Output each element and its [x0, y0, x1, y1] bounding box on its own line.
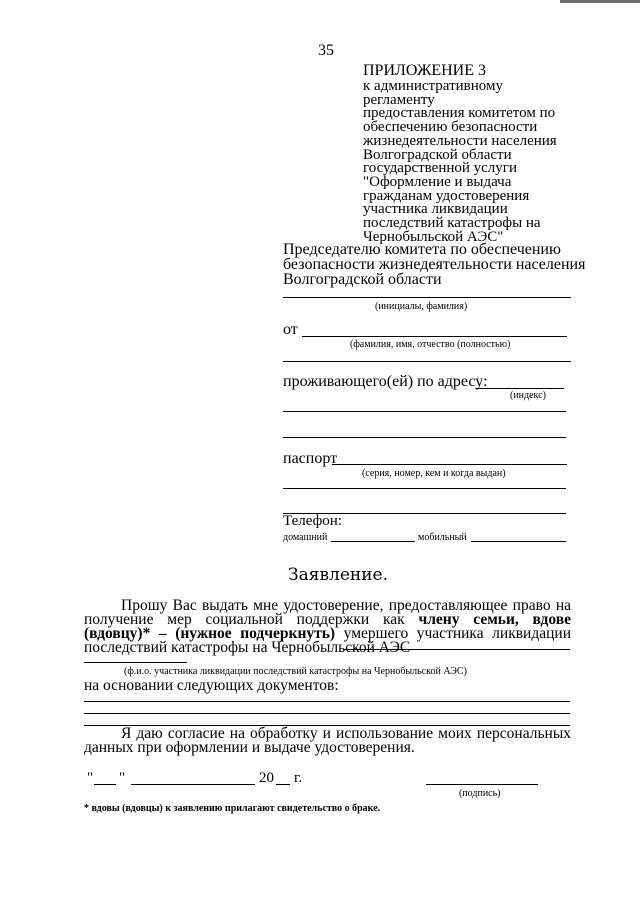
passport-field-2[interactable] [283, 488, 566, 489]
date-month-field[interactable] [131, 784, 255, 785]
request-text: Прошу Вас выдать мне удостоверение, предоставляющее право на получение мер социальной поддержки как [84, 597, 571, 628]
addressee-line: Председателю комитета по обеспечению [283, 241, 561, 258]
passport-hint: (серия, номер, кем и когда выдан) [362, 468, 506, 479]
date-year-field[interactable] [276, 784, 290, 785]
appendix-line: регламенту [363, 91, 435, 108]
index-field[interactable] [476, 388, 564, 389]
address-field-1[interactable] [283, 411, 566, 412]
appendix-line: обеспечению безопасности [363, 119, 538, 136]
from-name-field-2[interactable] [283, 361, 571, 362]
appendix-line: государственной услуги [363, 160, 517, 177]
page-number: 35 [318, 42, 334, 59]
appendix-line: жизнедеятельности населения [363, 132, 557, 149]
home-phone-field[interactable] [331, 541, 415, 542]
documents-field-2[interactable] [84, 713, 570, 714]
residence-label: проживающего(ей) по адресу: [283, 373, 488, 390]
appendix-line: Чернобыльской АЭС" [363, 228, 504, 245]
date-year-suffix: г. [294, 770, 303, 786]
index-hint: (индекс) [510, 390, 546, 401]
addressee-name-field[interactable] [283, 297, 571, 298]
addressee-line: безопасности жизнедеятельности населения [283, 255, 586, 273]
signature-hint: (подпись) [459, 788, 501, 799]
from-label: от [283, 321, 298, 338]
participant-name-field-2[interactable] [84, 662, 187, 663]
appendix-line: предоставления комитетом по [363, 105, 556, 122]
request-text-end: умершего участника ликвидации последствий катастрофы на Чернобыльской АЭС [84, 625, 571, 656]
documents-field-1[interactable] [84, 701, 570, 702]
initials-hint: (инициалы, фамилия) [375, 301, 468, 312]
from-name-field[interactable] [302, 336, 567, 337]
date-close-quote: " [119, 770, 126, 786]
footnote: * вдовы (вдовцы) к заявлению прилагают свидетельство о браке. [84, 803, 381, 814]
request-paragraph [84, 599, 571, 655]
address-field-2[interactable] [283, 437, 566, 438]
request-emphasis: члену семьи, вдове (вдовцу)* – (нужное подчеркнуть) [84, 611, 571, 642]
phone-label: Телефон: [283, 513, 342, 529]
appendix-line: последствий катастрофы на [363, 215, 541, 232]
participant-hint: (ф.и.о. участника ликвидации последствий катастрофы на Чернобыльской АЭС) [124, 666, 467, 677]
participant-name-field[interactable] [343, 649, 570, 650]
signature-field[interactable] [426, 784, 538, 785]
addressee-line: Волгоградской области [283, 270, 442, 288]
appendix-line: Волгоградской области [363, 146, 512, 163]
passport-label: паспорт [283, 450, 338, 467]
home-phone-label: домашний [283, 532, 328, 543]
addressee-block [283, 241, 586, 288]
consent-paragraph: Я даю согласие на обработку и использование моих персональных данных при оформлении и выдаче удостоверения. [84, 725, 571, 756]
passport-field[interactable] [332, 464, 567, 465]
appendix-line: "Оформление и выдача [363, 173, 512, 190]
date-day-field[interactable] [94, 784, 116, 785]
scan-edge-mark [560, 0, 640, 3]
appendix-line: участника ликвидации [363, 201, 508, 218]
appendix-line: к административному [363, 78, 503, 94]
mobile-phone-label: мобильный [418, 532, 467, 543]
date-year-prefix: 20 [259, 770, 274, 786]
from-hint: (фамилия, имя, отчество (полностью) [350, 339, 511, 350]
appendix-line: гражданам удостоверения [363, 187, 530, 204]
date-open-quote: " [87, 770, 94, 786]
appendix-title: ПРИЛОЖЕНИЕ 3 [363, 62, 487, 79]
application-heading: Заявление. [288, 565, 389, 585]
documents-label: на основании следующих документов: [84, 677, 339, 694]
appendix-block [363, 62, 593, 244]
mobile-phone-field[interactable] [471, 541, 566, 542]
